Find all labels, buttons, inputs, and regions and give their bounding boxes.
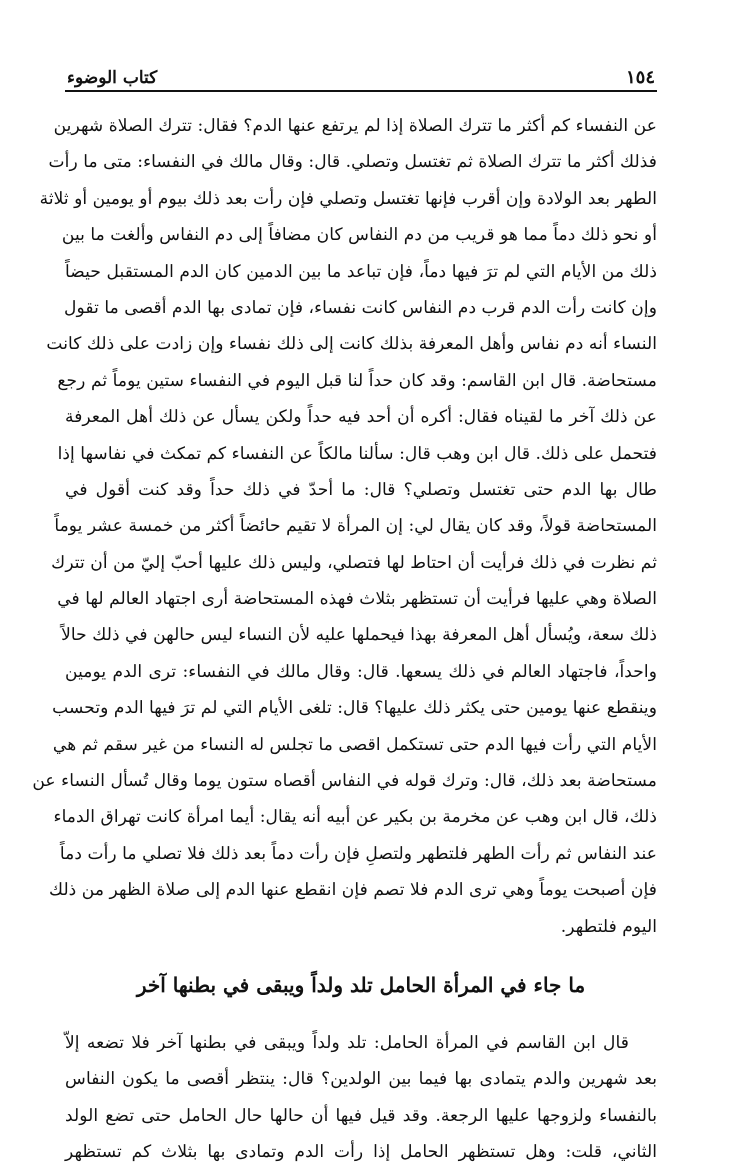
text-line: عن النفساء كم أكثر ما تترك الصلاة إذا لم يرتفع عنها الدم؟ فقال: تترك الصلاة شهرين [53, 116, 657, 136]
text-line: الأيام التي رأت فيها الدم حتى تستكمل اقصى ما تجلس له النساء من غير سقم ثم هي [52, 734, 657, 755]
text-line: مستحاضة بعد ذلك، قال: وترك قوله في النفاس أقصاه ستون يوما وقال تُسأل النساء عن [32, 771, 657, 792]
running-header [65, 58, 657, 92]
text-line: فذلك أكثر ما تترك الصلاة ثم تغتسل وتصلي. قال: وقال مالك في النفساء: متى ما رأت [48, 152, 657, 173]
text-line: ذلك سعة، ويُسأل أهل المعرفة بهذا فيحملها عليه لأن النساء ليس حالهن في ذلك حالاً [61, 625, 657, 646]
text-line: فتحمل على ذلك. قال ابن وهب قال: سألنا مالكاً عن النفساء كم تمكث في نفاسها إذا [57, 443, 657, 464]
text-line: اليوم فلتطهر. [560, 916, 657, 937]
text-line: وينقطع عنها يومين حتى يكثر ذلك عليها؟ قال: تلغى الأيام التي لم ترَ فيها الدم وتحسب [52, 698, 657, 719]
text-line: بالنفساء ولزوجها عليها الرجعة. وقد قيل فيها أن حالها حال الحامل حتى تضع الولد [65, 1105, 657, 1126]
text-line: الصلاة وهي عليها فرأيت أن تستظهر بثلاث فهذه المستحاضة أرى اجتهاد العالم لها في [57, 589, 657, 610]
section-heading: ما جاء في المرأة الحامل تلد ولداً ويبقى في بطنها آخر [136, 972, 586, 997]
text-line: وإن كانت رأت الدم قرب دم النفاس كانت نفساء، فإن تمادى بها الدم أقصى ما تقول [64, 297, 657, 318]
text-line: واحداً، فاجتهاد العالم في ذلك يسعها. قال: وقال مالك في النفساء: ترى الدم يومين [65, 661, 657, 682]
chapter-title: كتاب الوضوء [67, 68, 158, 88]
text-line: عن ذلك آخر ما لقيناه فقال: أكره أن أحد فيه حداً ولكن يسأل عن ذلك أهل المعرفة [65, 407, 657, 428]
paragraph-pregnant [65, 1025, 657, 1171]
text-line: مستحاضة. قال ابن القاسم: وقد كان حداً لنا قبل اليوم في النفساء ستين يوماً ثم رجع [57, 370, 657, 391]
text-line: ثم نظرت في ذلك فرأيت أن احتاط لها فتصلي، وليس ذلك عليها أحبّ إليّ من أن تترك [51, 552, 657, 573]
text-line: قال ابن القاسم في المرأة الحامل: تلد ولداً ويبقى في بطنها آخر فلا تضعه إلاّ [65, 1032, 629, 1053]
text-line: النساء أنه دم نفاس وأهل المعرفة بذلك كانت إلى ذلك نفساء وإن زادت على ذلك كانت [46, 334, 657, 355]
text-line: ذلك، قال ابن وهب عن مخرمة بن بكير عن أبيه أنه يقال: أيما امرأة كانت تهراق الدماء [53, 807, 657, 828]
page-number: ١٥٤ [625, 67, 655, 88]
text-line: الثاني، قلت: وهل تستظهر الحامل إذا رأت الدم وتمادى بها بثلاث كم تستظهر [65, 1142, 657, 1163]
text-line: الطهر بعد الولادة وإن أقرب فإنها تغتسل وتصلي فإن رأت بعد ذلك بيوم أو يومين أو ثلاثة [39, 188, 657, 209]
text-line: عند النفاس ثم رأت الطهر فلتطهر ولتصلِ فإن رأت دماً بعد ذلك فلا تصلي ما رأت دماً [59, 843, 657, 864]
text-line: المستحاضة قولاً، وقد كان يقال لي: إن المرأة لا تقيم حائضاً أكثر من خمسة عشر يوماً [54, 516, 657, 537]
text-line: بعد شهرين والدم يتمادى بها فيما بين الولدين؟ قال: ينتظر أقصى ما يكون النفاس [65, 1069, 657, 1090]
page-body [32, 108, 657, 1171]
text-line: ذلك من الأيام التي لم ترَ فيها دماً، فإن تباعد ما بين الدمين كان الدم المستقبل حيضاً [65, 261, 657, 282]
paragraph-nifas [32, 108, 657, 945]
text-line: أو نحو ذلك دماً مما هو قريب من دم النفاس كان مضافاً إلى دم النفاس وألغت ما بين [61, 225, 657, 246]
text-line: فإن أصبحت يوماً وهي ترى الدم فلا تصم فإن انقطع عنها الدم إلى صلاة الظهر من ذلك [48, 880, 657, 901]
text-line: طال بها الدم حتى تغتسل وتصلي؟ قال: ما أحدّ في ذلك حداً وقد كنت أقول في [65, 479, 657, 500]
